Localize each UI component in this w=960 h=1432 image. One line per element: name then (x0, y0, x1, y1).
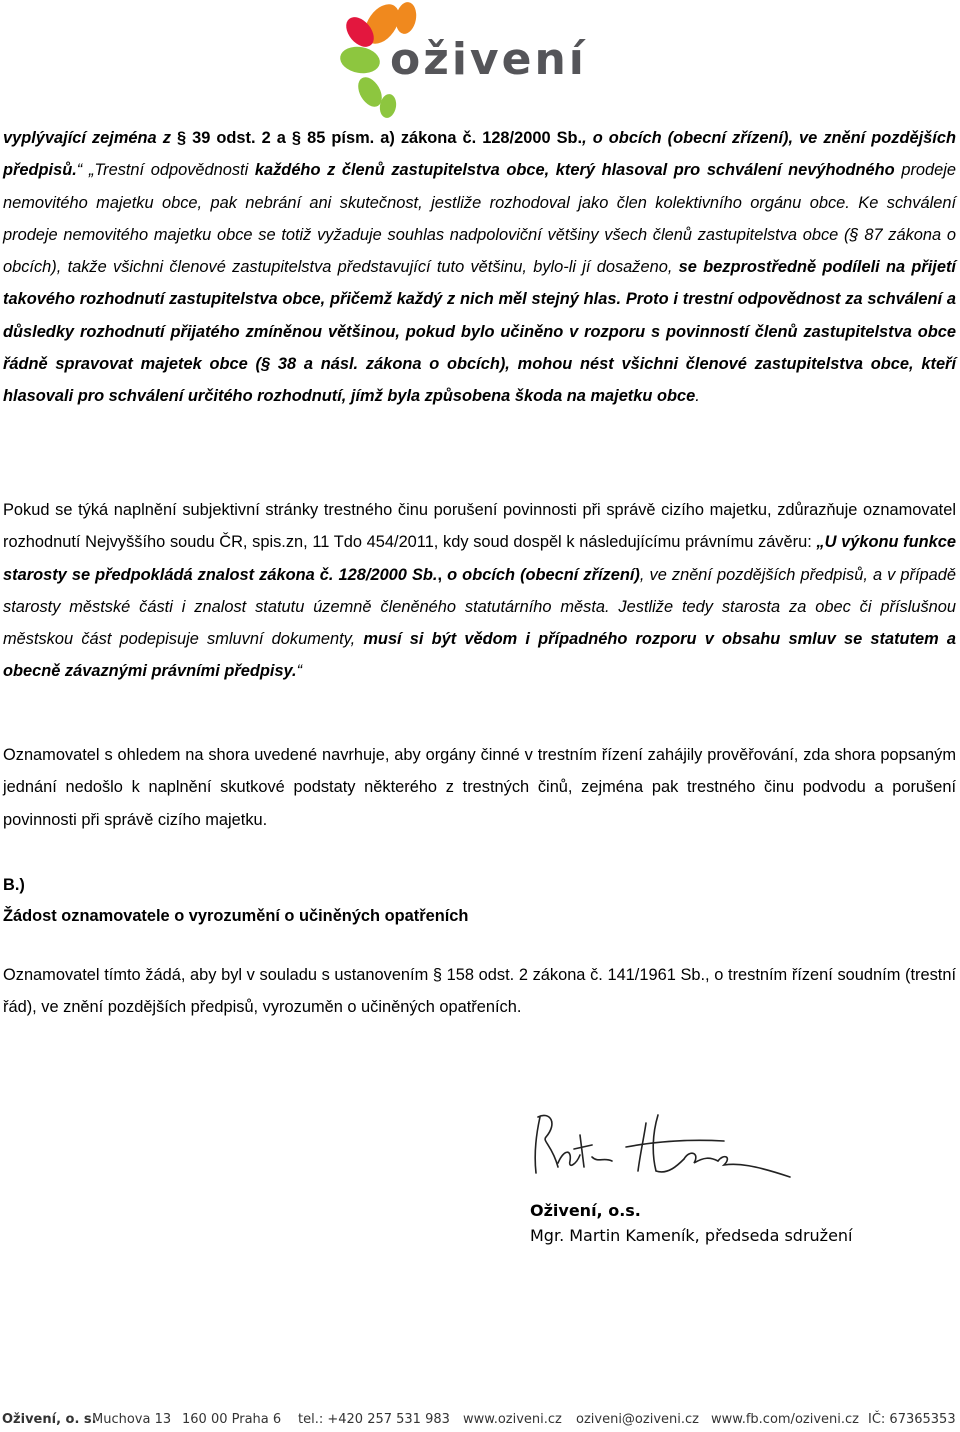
footer-web-link[interactable]: www.oziveni.cz (463, 1412, 562, 1427)
text-run: o obcích (obecní zřízení) (447, 565, 640, 584)
paragraph-notification-request: Oznamovatel tímto žádá, aby byl v souladu s ustanovením § 158 odst. 2 zákona č. 141/1961 Sb., o trestním řízení soudním (trestní řád), ve znění pozdějších předpisů, vyrozuměn o učiněných opatřeních. (3, 966, 956, 1017)
text-run: musí si být vědom i případného rozporu v obsahu smluv se statutem a obecně závaznými právními předpisy. (3, 630, 957, 681)
text-run: se bezprostředně podíleli na přijetí takového rozhodnutí zastupitelstva obce, přičemž každý z nich měl stejný hlas. (3, 258, 956, 309)
section-label: B.) (3, 876, 25, 894)
text-run: . (695, 387, 700, 406)
signature-org: Oživení, o.s. (530, 1201, 641, 1220)
footer-street: Muchova 13 (92, 1412, 172, 1427)
oziveni-logo (330, 2, 587, 122)
footer-city: 160 00 Praha 6 (182, 1412, 282, 1427)
paragraph-court-quote (3, 122, 956, 413)
text-run: „U výkonu funkce starosty se předpokládá znalost zákona č. 128/2000 Sb. (3, 533, 956, 584)
text-run: Proto i trestní odpovědnost za schválení a důsledky rozhodnutí přijatého zmíněnou většinou, pokud bylo učiněno v rozporu s povinností členů zastupitelstva obce řádně spravovat majetek obce (§ 38 a násl. zákona o obcích), mohou nést všichni členové zastupitelstva obce, kteří hlasovali pro schválení určitého rozhodnutí, jímž byla způsobena škoda na majetku obce (3, 290, 957, 406)
footer-facebook-link[interactable]: www.fb.com/oziveni.cz (711, 1412, 859, 1427)
text-run: , ve znění pozdějších předpisů, a v případě starosty městské části i znalost statutu územně členěného statutárního města. Jestliže tedy starosta za obec či příslušnou městskou část podepisuje smluvní dokumenty, (3, 565, 956, 649)
text-run: každého z členů zastupitelstva obce, který hlasoval pro schválení nevýhodného (254, 161, 895, 180)
paragraph-proposal: Oznamovatel s ohledem na shora uvedené navrhuje, aby orgány činné v trestním řízení zahájily prověřování, zda shora popsaným jednání nedošlo k naplnění skutkové podstaty některého z trestných činů, zejména pak trestného činu podvodu a porušení povinnosti při správě cizího majetku. (3, 746, 956, 829)
text-run: vyplývající zejména z (3, 129, 177, 147)
paragraph-subjective-aspect (3, 494, 956, 688)
text-run: prodeje nemovitého majetku obce, pak nebrání ani skutečnost, jestliže rozhodoval jako člen kolektivního orgánu obce. Ke schválení prodeje nemovitého majetku obce se totiž vyžaduje souhlas nadpoloviční většiny všech členů zastupitelstva obce (§ 87 zákona o obcích), takže všichni členové zastupitelstva představující tuto většinu, bylo-li jí dosaženo, (3, 161, 957, 277)
text-run: § 39 odst. 2 a § 85 písm. a) zákona č. 128/2000 Sb. (176, 129, 583, 147)
section-title: Žádost oznamovatele o vyrozumění o učiněných opatřeních (3, 907, 469, 925)
footer-contact-bar (0, 1412, 960, 1432)
signature-person: Mgr. Martin Kameník, předseda sdružení (530, 1226, 853, 1245)
footer-org: Oživení, o. s. (2, 1412, 97, 1427)
text-run: , (437, 565, 448, 584)
footer-phone: tel.: +420 257 531 983 (298, 1412, 450, 1427)
text-run: , o obcích (obecní zřízení), ve znění pozdějších předpisů. (3, 129, 956, 180)
text-run: “ „Trestní odpovědnosti (76, 161, 255, 180)
logo-wordmark: oživení (390, 34, 587, 85)
text-run: “ (296, 662, 303, 681)
footer-ic: IČ: 67365353 (868, 1412, 956, 1427)
handwritten-signature (528, 1105, 808, 1195)
footer-email-link[interactable]: oziveni@oziveni.cz (576, 1412, 699, 1427)
text-run: Pokud se týká naplnění subjektivní stránky trestného činu porušení povinnosti při správě cizího majetku, zdůrazňuje oznamovatel rozhodnutí Nejvyššího soudu ČR, spis.zn, 11 Tdo 454/2011, kdy soud dospěl k následujícímu právnímu závěru: (3, 501, 956, 552)
